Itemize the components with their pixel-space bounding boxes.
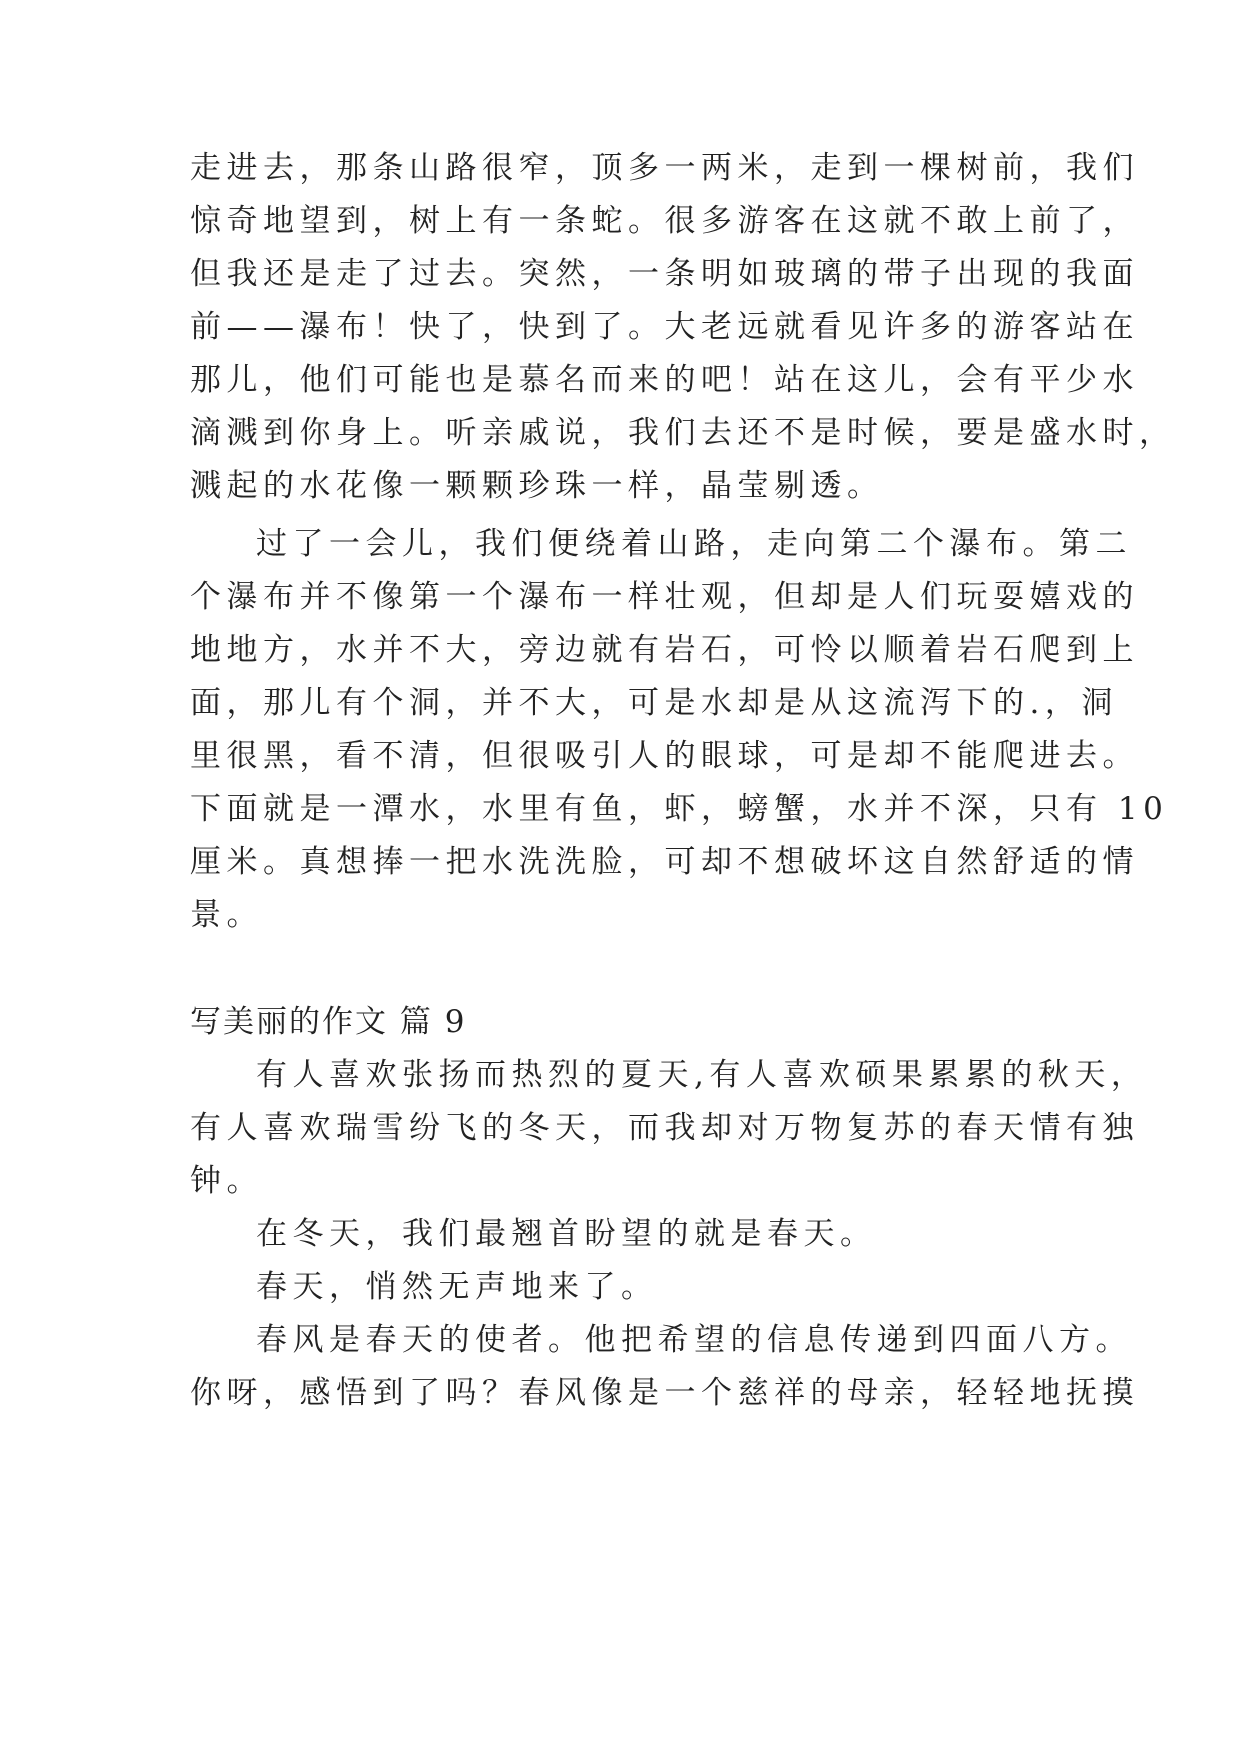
text-line: 过了一会儿，我们便绕着山路，走向第二个瀑布。第二 xyxy=(256,526,1132,562)
text-line: 但我还是走了过去。突然，一条明如玻璃的带子出现的我面 xyxy=(190,256,1139,292)
text-line: 景。 xyxy=(190,897,263,933)
text-line: 在冬天，我们最翘首盼望的就是春天。 xyxy=(256,1216,877,1252)
text-line: 个瀑布并不像第一个瀑布一样壮观，但却是人们玩耍嬉戏的 xyxy=(190,579,1139,615)
text-line: 你呀，感悟到了吗？春风像是一个慈祥的母亲，轻轻地抚摸 xyxy=(190,1375,1139,1411)
text-line: 走进去，那条山路很窄，顶多一两米，走到一棵树前，我们 xyxy=(190,150,1139,186)
text-line: 春天，悄然无声地来了。 xyxy=(256,1269,658,1305)
text-line: 溅起的水花像一颗颗珍珠一样，晶莹剔透。 xyxy=(190,468,884,504)
text-line: 下面就是一潭水，水里有鱼，虾，螃蟹，水并不深，只有 10 xyxy=(190,791,1169,827)
text-line: 厘米。真想捧一把水洗洗脸，可却不想破坏这自然舒适的情 xyxy=(190,844,1139,880)
text-line: 那儿，他们可能也是慕名而来的吧！站在这儿，会有平少水 xyxy=(190,362,1139,398)
section-heading: 写美丽的作文 篇 9 xyxy=(190,1004,467,1040)
text-line: 惊奇地望到，树上有一条蛇。很多游客在这就不敢上前了， xyxy=(190,203,1139,239)
text-line: 里很黑，看不清，但很吸引人的眼球，可是却不能爬进去。 xyxy=(190,738,1139,774)
text-line: 有人喜欢张扬而热烈的夏天,有人喜欢硕果累累的秋天， xyxy=(256,1057,1148,1093)
text-line: 面，那儿有个洞，并不大，可是水却是从这流泻下的.，洞 xyxy=(190,685,1118,721)
text-line: 前——瀑布！快了，快到了。大老远就看见许多的游客站在 xyxy=(190,309,1139,345)
text-line: 春风是春天的使者。他把希望的信息传递到四面八方。 xyxy=(256,1322,1132,1358)
text-line: 地地方，水并不大，旁边就有岩石，可怜以顺着岩石爬到上 xyxy=(190,632,1139,668)
text-line: 钟。 xyxy=(190,1163,263,1199)
text-line: 滴溅到你身上。听亲戚说，我们去还不是时候，要是盛水时， xyxy=(190,415,1176,451)
text-line: 有人喜欢瑞雪纷飞的冬天，而我却对万物复苏的春天情有独 xyxy=(190,1110,1139,1146)
